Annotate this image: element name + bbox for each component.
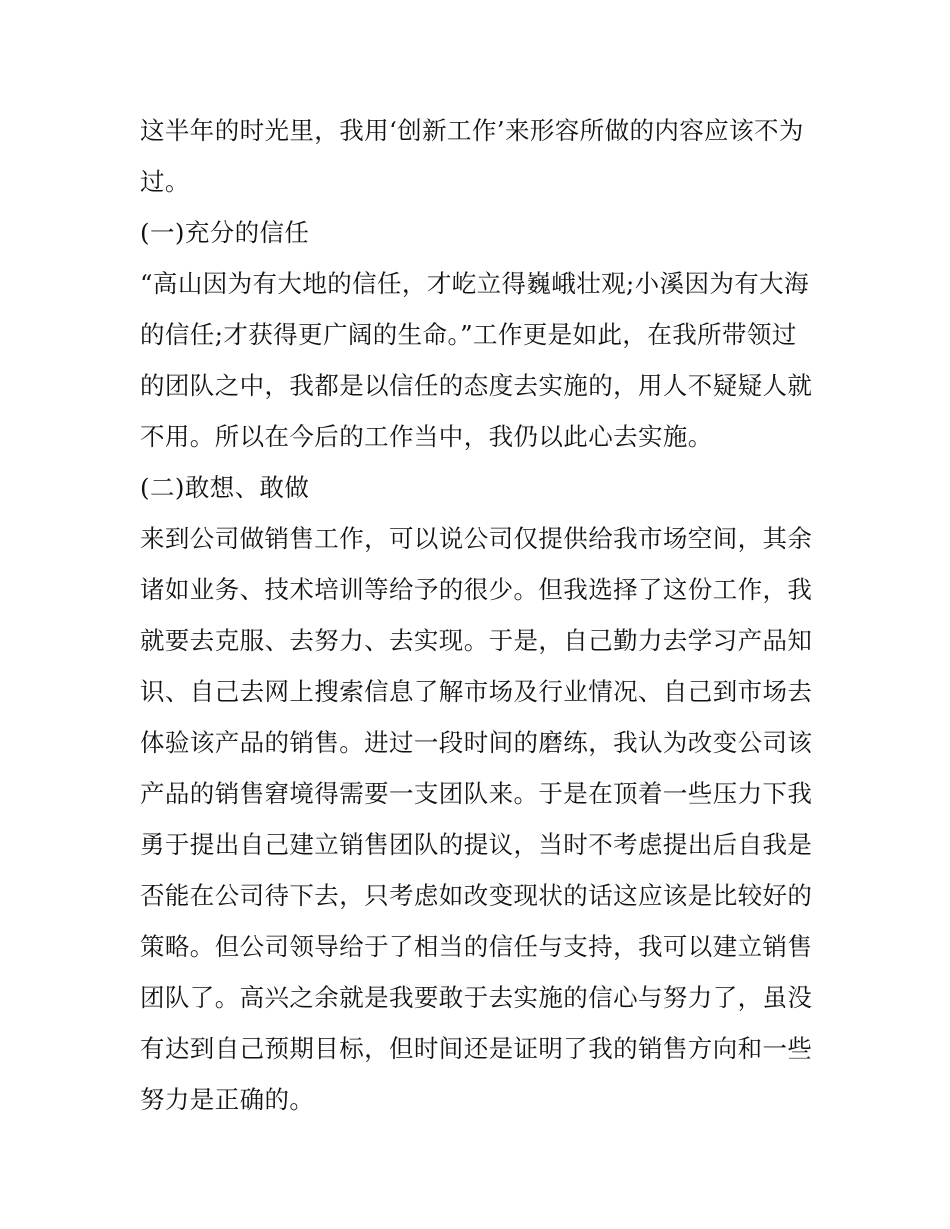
text-line: 的团队之中，我都是以信任的态度去实施的，用人不疑疑人就	[140, 371, 813, 400]
text-line: 过。	[140, 167, 190, 196]
text-line: 就要去克服、去努力、去实现。于是，自己勤力去学习产品知	[140, 626, 813, 655]
text-line: 体验该产品的销售。进过一段时间的磨练，我认为改变公司该	[140, 728, 813, 757]
text-line: 产品的销售窘境得需要一支团队来。于是在顶着一些压力下我	[140, 779, 813, 808]
text-line: 否能在公司待下去，只考虑如改变现状的话这应该是比较好的	[140, 881, 813, 910]
text-line: 识、自己去网上搜索信息了解市场及行业情况、自己到市场去	[140, 677, 813, 706]
text-line: 努力是正确的。	[140, 1085, 315, 1114]
section-heading: (一)充分的信任	[140, 218, 310, 247]
text-line: 不用。所以在今后的工作当中，我仍以此心去实施。	[140, 422, 713, 451]
text-line: 团队了。高兴之余就是我要敢于去实施的信心与努力了，虽没	[140, 983, 813, 1012]
text-line: 的信任;才获得更广阔的生命。”工作更是如此，在我所带领过	[140, 320, 797, 349]
text-line: “高山因为有大地的信任，才屹立得巍峨壮观;小溪因为有大海	[140, 269, 809, 298]
section-heading: (二)敢想、敢做	[140, 473, 310, 502]
text-line: 勇于提出自己建立销售团队的提议，当时不考虑提出后自我是	[140, 830, 813, 859]
text-line: 诸如业务、技术培训等给予的很少。但我选择了这份工作，我	[140, 575, 813, 604]
text-line: 这半年的时光里，我用‘创新工作’来形容所做的内容应该不为	[140, 116, 804, 145]
text-line: 策略。但公司领导给于了相当的信任与支持，我可以建立销售	[140, 932, 813, 961]
text-line: 来到公司做销售工作，可以说公司仅提供给我市场空间，其余	[140, 524, 813, 553]
document-body	[140, 105, 820, 1125]
text-line: 有达到自己预期目标，但时间还是证明了我的销售方向和一些	[140, 1034, 813, 1063]
